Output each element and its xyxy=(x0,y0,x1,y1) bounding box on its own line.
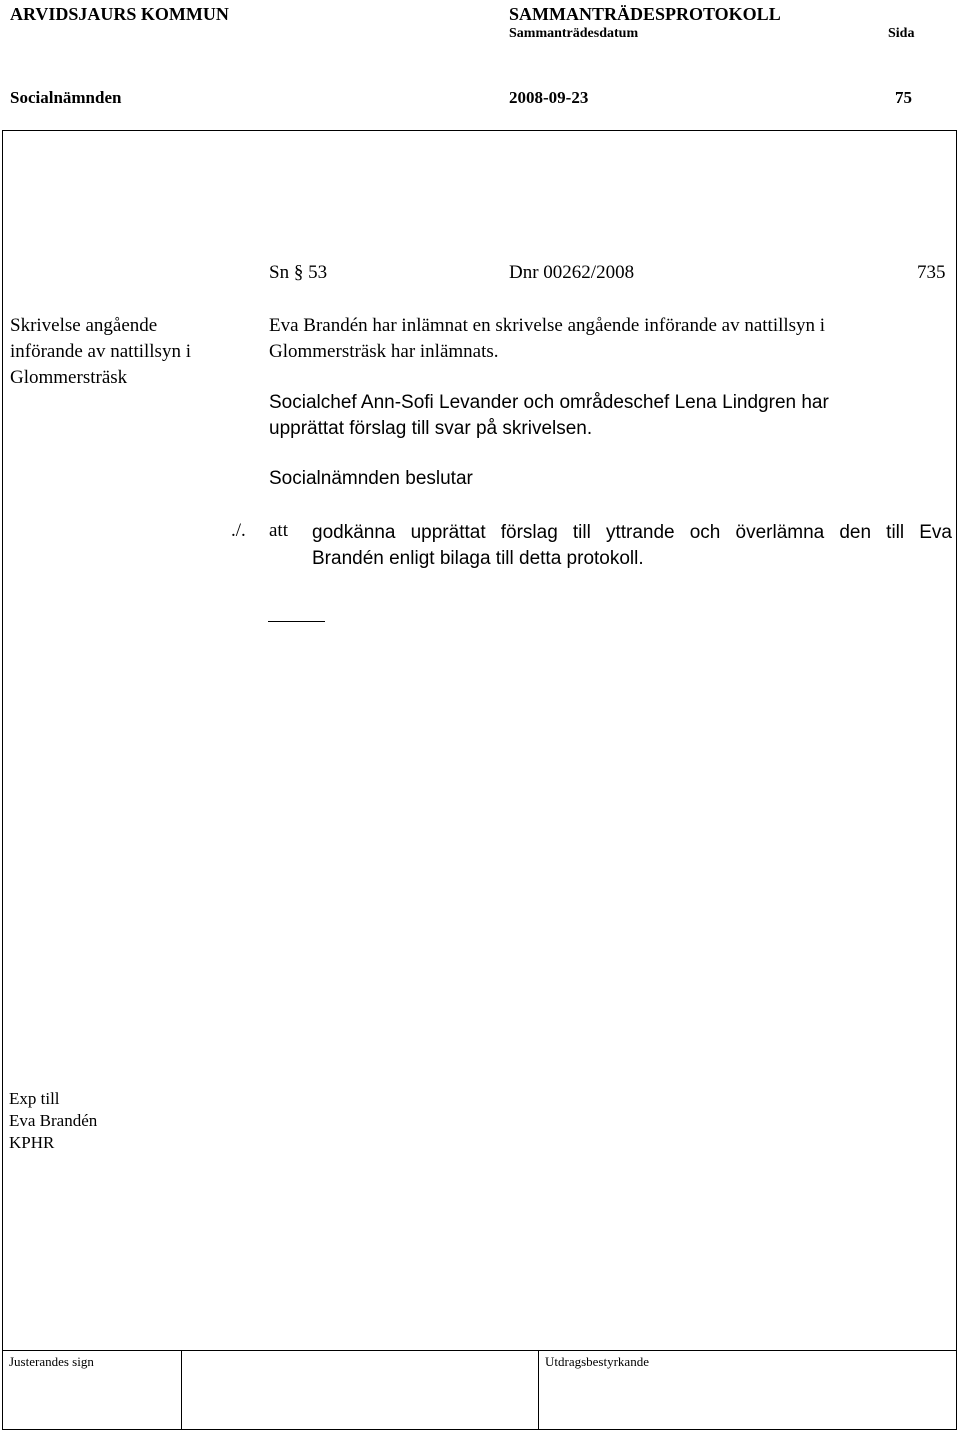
distribution-line: KPHR xyxy=(9,1133,55,1152)
meeting-date-label: Sammanträdesdatum xyxy=(509,26,639,41)
margin-title-line: Glommersträsk xyxy=(10,367,128,388)
body-paragraph-1 xyxy=(269,313,959,365)
diary-number: Dnr 00262/2008 xyxy=(509,262,635,283)
page-number: 75 xyxy=(895,88,912,107)
decision-prefix: att xyxy=(269,520,288,541)
paragraph-reference: Sn § 53 xyxy=(269,262,328,283)
decision-heading: Socialnämnden beslutar xyxy=(269,468,473,489)
document-type: SAMMANTRÄDESPROTOKOLL xyxy=(509,4,781,24)
body-line: Socialchef Ann-Sofi Levander och områdeschef Lena Lindgren har xyxy=(269,392,829,413)
decision-line: godkänna upprättat förslag till yttrande och överlämna den till Eva xyxy=(312,522,952,543)
signature-label: Justerandes sign xyxy=(9,1354,94,1369)
margin-title-line: införande av nattillsyn i xyxy=(10,341,191,362)
certification-label: Utdragsbestyrkande xyxy=(545,1354,649,1369)
distribution-line: Eva Brandén xyxy=(9,1111,98,1130)
distribution-line: Exp till xyxy=(9,1089,60,1108)
organization-name: ARVIDSJAURS KOMMUN xyxy=(10,4,229,24)
committee-name: Socialnämnden xyxy=(10,88,122,107)
distribution-list xyxy=(9,1088,97,1154)
body-line: Glommersträsk har inlämnats. xyxy=(269,341,499,362)
page-label: Sida xyxy=(888,26,915,41)
decision-line: Brandén enligt bilaga till detta protokoll. xyxy=(312,548,644,569)
signature-column-divider xyxy=(538,1350,539,1430)
decision-text xyxy=(312,520,952,572)
body-line: Eva Brandén har inlämnat en skrivelse angående införande av nattillsyn i xyxy=(269,315,826,336)
signature-column-divider xyxy=(181,1350,182,1430)
margin-title-line: Skrivelse angående xyxy=(10,315,158,336)
body-line: upprättat förslag till svar på skrivelsen. xyxy=(269,418,593,439)
body-paragraph-2 xyxy=(269,390,959,442)
attachment-mark: ./. xyxy=(231,520,246,541)
margin-title xyxy=(10,313,240,391)
meeting-date: 2008-09-23 xyxy=(509,88,589,107)
section-end-rule xyxy=(268,621,325,622)
signature-row-divider xyxy=(2,1350,957,1351)
archive-code: 735 xyxy=(917,262,946,283)
